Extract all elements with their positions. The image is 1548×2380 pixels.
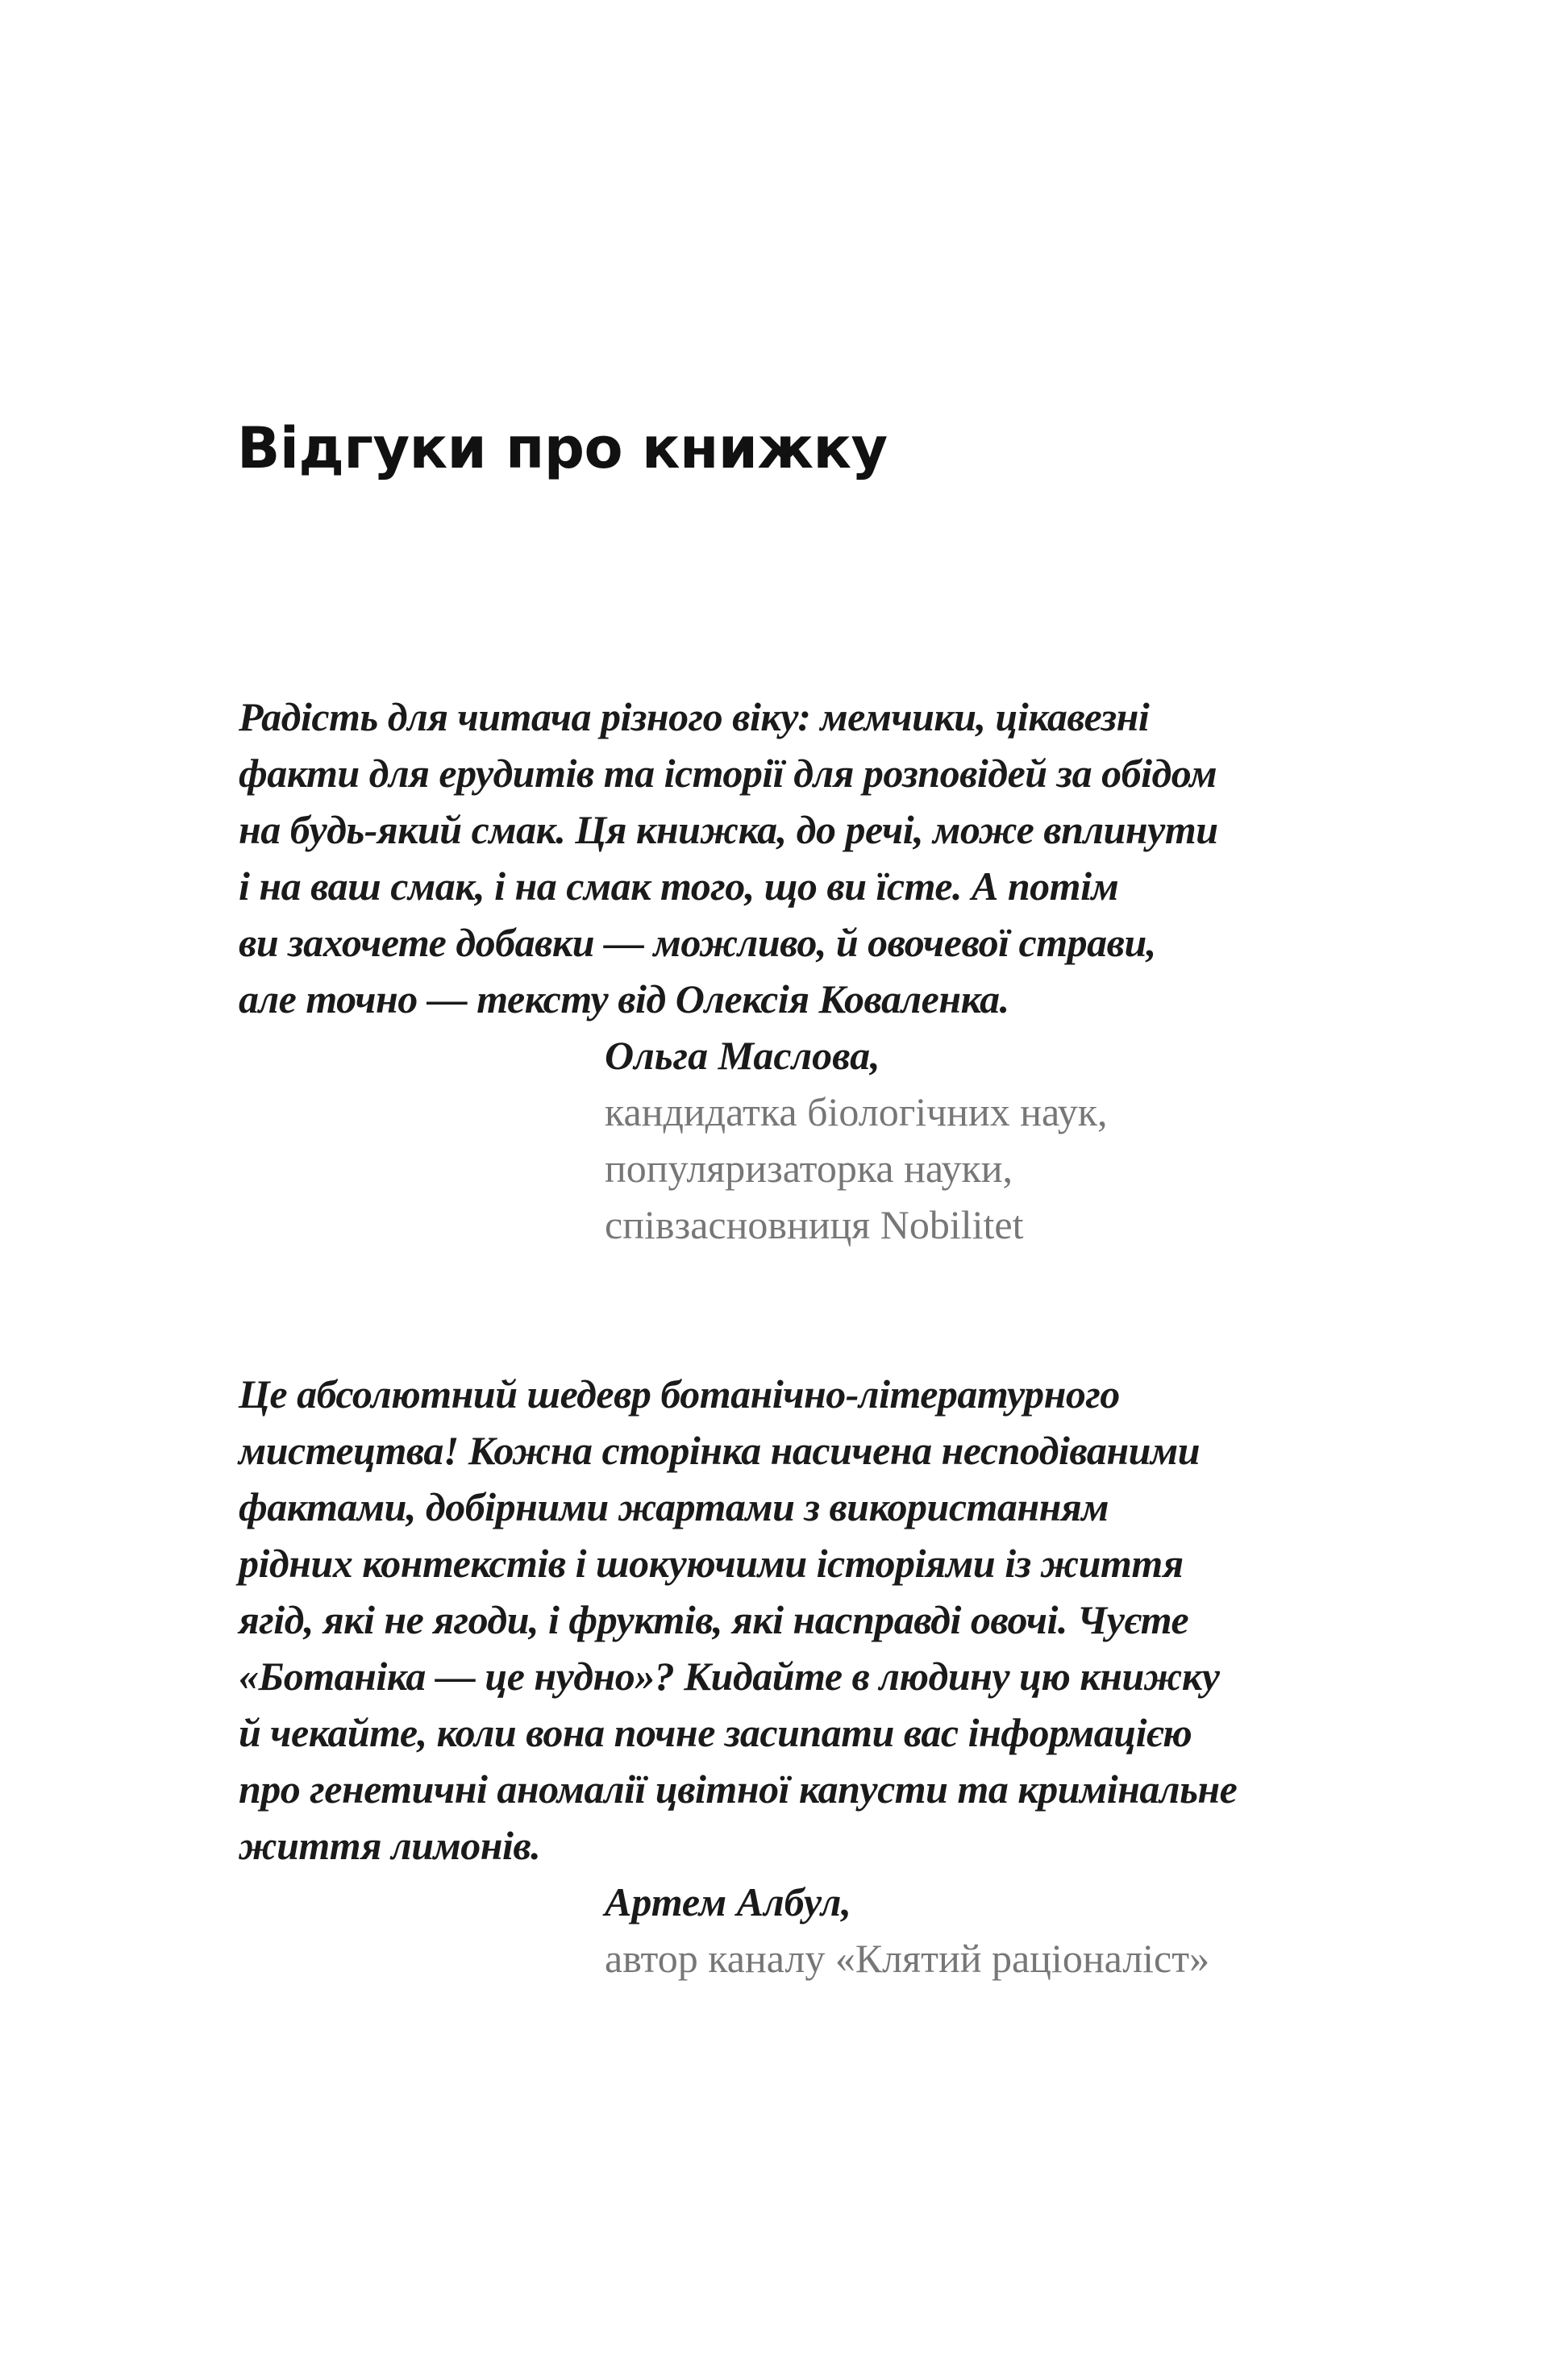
review-author-role: кандидатка біологічних наук, xyxy=(605,1089,1108,1134)
page-title: Відгуки про книжку xyxy=(237,415,888,481)
review-author: Артем Албул, xyxy=(605,1879,851,1924)
review-text-line: на будь-який смак. Ця книжка, до речі, може вплинути xyxy=(239,807,1218,852)
review-text-line: фактами, добірними жартами з використанням xyxy=(239,1484,1109,1529)
review-text-line: ягід, які не ягоди, і фруктів, які насправді овочі. Чуєте xyxy=(239,1597,1189,1642)
review-text-line: Радість для читача різного віку: мемчики, цікавезні xyxy=(239,694,1150,739)
review-text-line: ви захочете добавки — можливо, й овочевої страви, xyxy=(239,920,1156,965)
review-author-role: автор каналу «Клятий раціоналіст» xyxy=(605,1936,1210,1981)
review-text-line: і на ваш смак, і на смак того, що ви їсте. А потім xyxy=(239,863,1119,909)
review-author-role: популяризаторка науки, xyxy=(605,1146,1013,1191)
review-text-line: й чекайте, коли вона почне засипати вас інформацією xyxy=(239,1710,1192,1755)
review-text-line: про генетичні аномалії цвітної капусти та кримінальне xyxy=(239,1766,1238,1812)
review-author-role: співзасновниця Nobilitet xyxy=(605,1202,1024,1247)
review-text-line: Це абсолютний шедевр ботанічно-літературного xyxy=(239,1371,1120,1417)
review-text-line: «Ботаніка — це нудно»? Кидайте в людину цю книжку xyxy=(239,1654,1220,1699)
review-text-line: але точно — тексту від Олексія Коваленка. xyxy=(239,976,1009,1021)
review-2 xyxy=(239,1366,1237,1987)
review-1 xyxy=(239,689,1218,1253)
review-text-line: життя лимонів. xyxy=(239,1823,541,1868)
review-text-line: рідних контекстів і шокуючими історіями із життя xyxy=(239,1541,1184,1586)
review-author: Ольга Маслова, xyxy=(605,1033,880,1078)
review-text-line: мистецтва! Кожна сторінка насичена несподіваними xyxy=(239,1428,1201,1473)
review-text-line: факти для ерудитів та історії для розповідей за обідом xyxy=(239,751,1217,796)
